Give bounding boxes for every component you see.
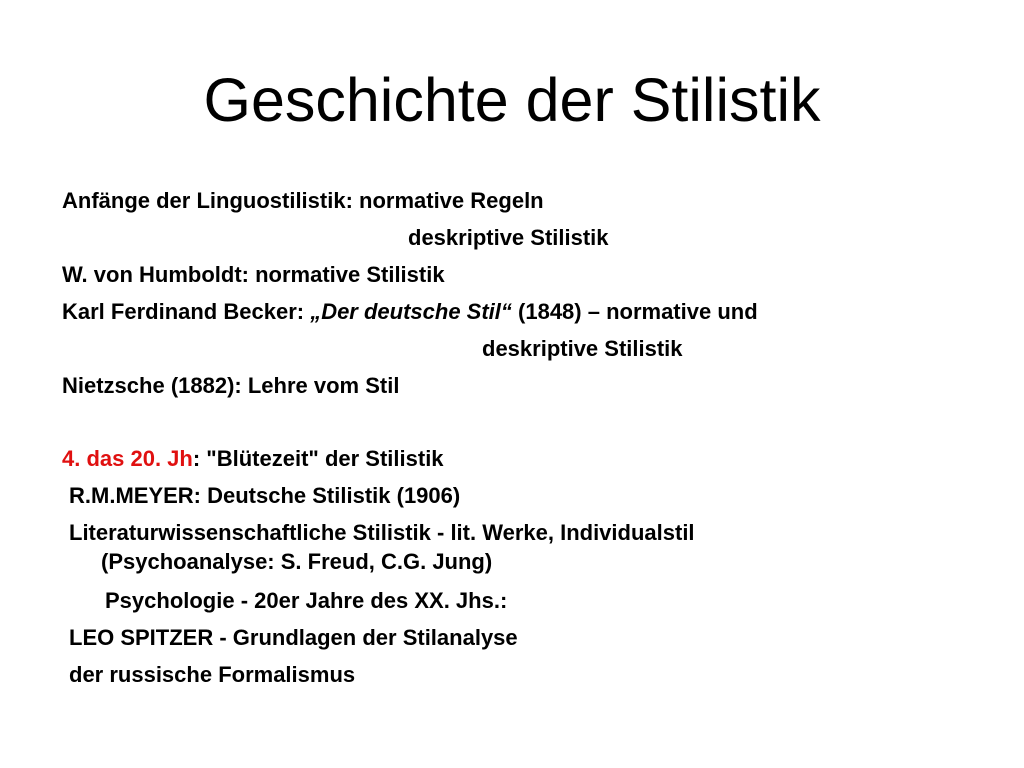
text-line-spitzer: LEO SPITZER - Grundlagen der Stilanalyse <box>69 625 518 650</box>
text-line-nietzsche: Nietzsche (1882): Lehre vom Stil <box>62 373 400 398</box>
text-line-20-jh <box>62 445 444 473</box>
text-line-deskriptive-1: deskriptive Stilistik <box>408 225 609 250</box>
text-line-psychologie: Psychologie - 20er Jahre des XX. Jhs.: <box>105 588 508 613</box>
becker-prefix: Karl Ferdinand Becker: <box>62 299 311 324</box>
bluetezeit-text: : "Blütezeit" der Stilistik <box>192 446 444 471</box>
text-line-formalismus: der russische Formalismus <box>69 662 356 687</box>
text-line-psychoanalyse: (Psychoanalyse: S. Freud, C.G. Jung) <box>101 549 493 574</box>
text-line-becker <box>62 298 758 326</box>
slide-title: Geschichte der Stilistik <box>203 66 821 134</box>
becker-suffix: (1848) – normative und <box>511 299 758 324</box>
text-line-meyer: R.M.MEYER: Deutsche Stilistik (1906) <box>69 483 461 508</box>
text-line-linguostilistik: Anfänge der Linguostilistik: normative Regeln <box>62 188 544 213</box>
text-line-literaturwissenschaftliche: Literaturwissenschaftliche Stilistik - lit. Werke, Individualstil <box>69 520 695 545</box>
text-line-humboldt: W. von Humboldt: normative Stilistik <box>62 262 445 287</box>
becker-book-title: „Der deutsche Stil“ <box>310 299 512 324</box>
text-line-deskriptive-2: deskriptive Stilistik <box>482 336 683 361</box>
highlight-20-jh: 4. das 20. Jh <box>62 446 193 471</box>
